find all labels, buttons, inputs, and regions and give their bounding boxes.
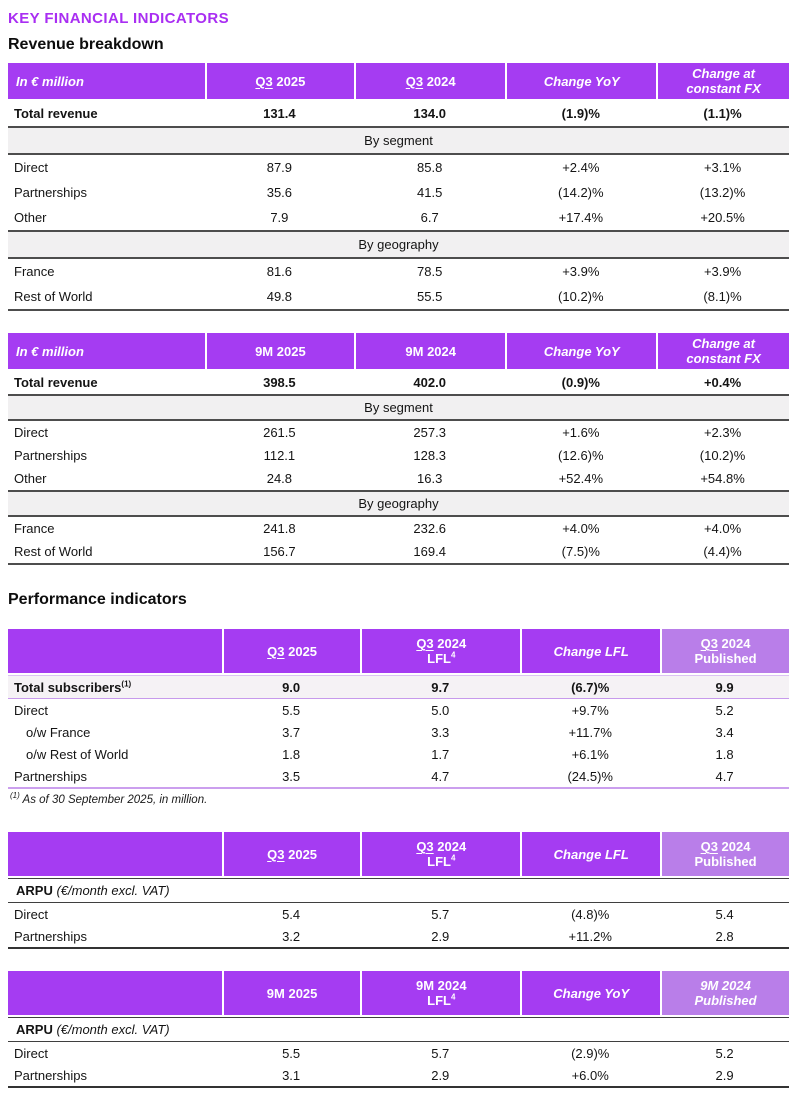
total-row	[8, 675, 789, 699]
cell-value: 232.6	[413, 521, 446, 536]
cell-value: 5.4	[715, 906, 734, 922]
row-label: Other	[14, 471, 47, 486]
cell-value: +2.3%	[703, 425, 742, 440]
header-line: Q3 2025	[255, 73, 306, 89]
header-line: 9M 2024	[405, 343, 456, 359]
table-header-row	[8, 971, 789, 1015]
column-header	[505, 63, 656, 99]
column-header	[660, 971, 789, 1015]
cell-value: +4.0%	[703, 521, 742, 536]
section-heading-revenue: Revenue breakdown	[8, 36, 164, 53]
table-header-row	[8, 333, 789, 369]
cell-value: 1.8	[282, 746, 301, 762]
cell-value: 2.9	[715, 1067, 734, 1083]
data-row	[8, 765, 789, 787]
column-header	[505, 333, 656, 369]
cell-value: +17.4%	[558, 210, 604, 225]
column-header	[222, 832, 360, 876]
header-line: Q3 2025	[267, 643, 318, 659]
cell-value: 3.1	[282, 1067, 301, 1083]
cell-value: +20.5%	[700, 210, 745, 225]
header-line-2: Published	[694, 854, 757, 869]
cell-value: +11.7%	[568, 724, 612, 740]
header-line: Q3 2024	[405, 73, 456, 89]
data-row	[8, 517, 789, 540]
row-label: Partnerships	[14, 448, 87, 463]
section-heading-performance: Performance indicators	[8, 591, 187, 608]
revenue-q3-host	[8, 63, 789, 311]
cell-value: +9.7%	[571, 702, 609, 718]
arpu-label: ARPU	[16, 1022, 53, 1037]
header-line: Change at	[692, 336, 755, 351]
cell-value: +11.2%	[568, 928, 612, 944]
arpu-label-row	[8, 1017, 789, 1042]
cell-value: 5.5	[282, 1045, 301, 1061]
row-label: Total revenue	[14, 106, 98, 121]
cell-value: (0.9)%	[561, 375, 600, 390]
row-label: Direct	[14, 425, 48, 440]
column-header	[354, 63, 506, 99]
header-line: Change YoY	[543, 343, 620, 359]
header-underlined-text: Q3	[416, 839, 434, 854]
cell-value: (14.2)%	[558, 185, 604, 200]
row-label: France	[14, 521, 55, 536]
data-row	[8, 155, 789, 180]
total-row	[8, 371, 789, 394]
column-header	[360, 629, 520, 673]
data-row	[8, 1042, 789, 1064]
cell-value: +3.9%	[562, 264, 600, 279]
superscript: 4	[450, 650, 456, 660]
row-label: Direct	[14, 702, 48, 718]
subscribers-table-q3	[8, 629, 789, 789]
header-line: 9M 2024	[700, 978, 751, 993]
arpu-unit: (€/month excl. VAT)	[52, 1022, 170, 1037]
cell-value: (1.1)%	[703, 106, 742, 121]
cell-value: (24.5)%	[567, 768, 613, 784]
arpu-table-q3	[8, 832, 789, 949]
header-line: constant FX	[686, 81, 761, 96]
cell-value: 112.1	[263, 448, 296, 463]
arpu-table-9m	[8, 971, 789, 1088]
data-row	[8, 721, 789, 743]
column-header	[354, 333, 506, 369]
cell-value: (6.7)%	[571, 679, 610, 695]
header-line: Q3 2024	[700, 839, 751, 854]
header-line: constant FX	[686, 351, 761, 366]
arpu-label: ARPU	[16, 883, 53, 898]
page-title: KEY FINANCIAL INDICATORS	[8, 10, 230, 27]
column-header	[520, 971, 660, 1015]
arpu-9m-host	[8, 971, 789, 1088]
row-label: Rest of World	[14, 289, 93, 304]
column-header	[8, 63, 205, 99]
total-row	[8, 101, 789, 126]
cell-value: 3.7	[282, 724, 301, 740]
cell-value: 156.7	[263, 544, 296, 559]
data-row	[8, 180, 789, 205]
cell-value: (8.1)%	[703, 289, 742, 304]
header-underlined-text: Q3	[267, 846, 285, 862]
row-label: o/w Rest of World	[26, 746, 129, 762]
section-band: By segment	[8, 126, 789, 155]
cell-value: +4.0%	[562, 521, 600, 536]
subscribers-q3-host	[8, 629, 789, 806]
cell-value: 257.3	[413, 425, 446, 440]
cell-value: 1.8	[715, 746, 734, 762]
data-row	[8, 540, 789, 563]
header-underlined-text: Q3	[700, 839, 718, 854]
column-header	[8, 971, 222, 1015]
header-line: Q3 2024	[416, 839, 467, 854]
header-line-2: Published	[694, 993, 757, 1008]
cell-value: 4.7	[715, 768, 734, 784]
cell-value: 6.7	[420, 210, 439, 225]
column-header	[520, 832, 660, 876]
header-line: 9M 2025	[255, 343, 306, 359]
revenue-9m-host	[8, 333, 789, 565]
cell-value: 9.9	[715, 679, 734, 695]
superscript: 4	[450, 992, 456, 1002]
cell-value: 5.0	[431, 702, 450, 718]
table-header-row	[8, 63, 789, 99]
row-label: Direct	[14, 906, 48, 922]
cell-value: +2.4%	[562, 160, 600, 175]
cell-value: (13.2)%	[699, 185, 746, 200]
column-header	[660, 629, 789, 673]
header-line-2: Published	[694, 651, 757, 666]
cell-value: +1.6%	[562, 425, 600, 440]
cell-value: 9.7	[431, 679, 450, 695]
header-underlined-text: Q3	[267, 643, 285, 659]
data-row	[8, 284, 789, 309]
cell-value: 78.5	[417, 264, 443, 279]
header-underlined-text: Q3	[416, 636, 434, 651]
cell-value: +52.4%	[558, 471, 604, 486]
cell-value: 35.6	[266, 185, 293, 200]
cell-value: 4.7	[431, 768, 450, 784]
header-line: Change LFL	[553, 643, 629, 659]
cell-value: 3.4	[715, 724, 734, 740]
header-underlined-text: Q3	[255, 73, 273, 89]
cell-value: 3.2	[282, 928, 301, 944]
cell-value: 261.5	[263, 425, 296, 440]
cell-value: 5.4	[282, 906, 301, 922]
cell-value: 49.8	[266, 289, 293, 304]
cell-value: 5.7	[431, 906, 450, 922]
data-row	[8, 743, 789, 765]
cell-value: 1.7	[431, 746, 450, 762]
column-header	[656, 63, 789, 99]
row-label: o/w France	[26, 724, 91, 740]
data-row	[8, 205, 789, 230]
header-line-2: LFL$^4$	[427, 992, 456, 1008]
cell-value: 5.7	[431, 1045, 450, 1061]
cell-value: +6.0%	[571, 1067, 609, 1083]
footnote: $^{(1)}$ As of 30 September 2025, in million.	[10, 791, 208, 806]
cell-value: (4.4)%	[703, 544, 742, 559]
section-band: By segment	[8, 394, 789, 421]
arpu-q3-host	[8, 832, 789, 949]
row-label: Partnerships	[14, 1067, 87, 1083]
cell-value: 2.8	[715, 928, 734, 944]
row-label: Total revenue	[14, 375, 98, 390]
column-header	[205, 333, 354, 369]
row-label: Direct	[14, 160, 48, 175]
row-label: Partnerships	[14, 768, 87, 784]
cell-value: 7.9	[270, 210, 289, 225]
arpu-unit: (€/month excl. VAT)	[52, 883, 170, 898]
data-row	[8, 699, 789, 721]
data-row	[8, 925, 789, 947]
cell-value: 2.9	[431, 928, 450, 944]
header-line: In € million	[16, 73, 84, 89]
cell-value: +3.1%	[703, 160, 742, 175]
column-header	[660, 832, 789, 876]
cell-value: (2.9)%	[571, 1045, 610, 1061]
header-line: Change LFL	[553, 846, 629, 862]
cell-value: 128.3	[413, 448, 446, 463]
row-label: Total subscribers$^{(1)}$	[14, 679, 132, 695]
column-header	[8, 333, 205, 369]
table-header-row	[8, 629, 789, 673]
data-row	[8, 421, 789, 444]
cell-value: 2.9	[431, 1067, 450, 1083]
cell-value: 5.2	[715, 1045, 734, 1061]
data-row	[8, 467, 789, 490]
column-header	[8, 629, 222, 673]
cell-value: 241.8	[263, 521, 296, 536]
revenue-table-q3	[8, 63, 789, 311]
cell-value: (10.2)%	[558, 289, 604, 304]
cell-value: 5.5	[282, 702, 301, 718]
cell-value: 85.8	[417, 160, 443, 175]
header-line: Change at	[692, 66, 755, 81]
header-line: Q3 2025	[267, 846, 318, 862]
cell-value: +0.4%	[703, 375, 742, 390]
cell-value: 87.9	[266, 160, 293, 175]
column-header	[8, 832, 222, 876]
cell-value: 402.0	[413, 375, 446, 390]
data-row	[8, 444, 789, 467]
superscript: 4	[450, 853, 456, 863]
cell-value: 3.3	[431, 724, 450, 740]
section-band: By geography	[8, 490, 789, 517]
cell-value: 134.0	[413, 106, 446, 121]
data-row	[8, 1064, 789, 1086]
section-band: By geography	[8, 230, 789, 259]
cell-value: 41.5	[417, 185, 443, 200]
cell-value: 9.0	[282, 679, 301, 695]
row-label: France	[14, 264, 55, 279]
header-line: 9M 2025	[266, 985, 318, 1001]
cell-value: +3.9%	[703, 264, 742, 279]
header-line: 9M 2024	[415, 978, 467, 993]
header-line-2: LFL$^4$	[427, 853, 456, 869]
data-row	[8, 903, 789, 925]
header-line: In € million	[16, 343, 84, 359]
column-header	[205, 63, 354, 99]
cell-value: 169.4	[413, 544, 446, 559]
data-row	[8, 259, 789, 284]
column-header	[360, 971, 520, 1015]
header-underlined-text: Q3	[700, 636, 718, 651]
cell-value: 81.6	[266, 264, 293, 279]
arpu-label-row	[8, 878, 789, 903]
cell-value: (1.9)%	[561, 106, 600, 121]
header-line: Change YoY	[553, 985, 630, 1001]
cell-value: (10.2)%	[699, 448, 746, 463]
cell-value: (12.6)%	[558, 448, 604, 463]
table-header-row	[8, 832, 789, 876]
cell-value: +6.1%	[571, 746, 609, 762]
cell-value: 55.5	[417, 289, 443, 304]
cell-value: (4.8)%	[571, 906, 610, 922]
row-label: Partnerships	[14, 185, 87, 200]
cell-value: 24.8	[266, 471, 293, 486]
column-header	[520, 629, 660, 673]
cell-value: 398.5	[263, 375, 296, 390]
cell-value: 3.5	[282, 768, 301, 784]
superscript: (1)	[121, 679, 132, 689]
superscript: (1)	[10, 791, 20, 801]
column-header	[656, 333, 789, 369]
header-line-2: LFL$^4$	[427, 650, 456, 666]
cell-value: +54.8%	[700, 471, 745, 486]
cell-value: 16.3	[417, 471, 443, 486]
row-label: Partnerships	[14, 928, 87, 944]
row-label: Other	[14, 210, 47, 225]
row-label: Direct	[14, 1045, 48, 1061]
cell-value: 131.4	[263, 106, 296, 121]
header-line: Change YoY	[543, 73, 620, 89]
header-underlined-text: Q3	[405, 73, 424, 89]
column-header	[222, 629, 360, 673]
row-label: Rest of World	[14, 544, 93, 559]
cell-value: (7.5)%	[561, 544, 600, 559]
revenue-table-9m	[8, 333, 789, 565]
cell-value: 5.2	[715, 702, 734, 718]
header-line: Q3 2024	[700, 636, 751, 651]
column-header	[360, 832, 520, 876]
column-header	[222, 971, 360, 1015]
header-line: Q3 2024	[416, 636, 467, 651]
